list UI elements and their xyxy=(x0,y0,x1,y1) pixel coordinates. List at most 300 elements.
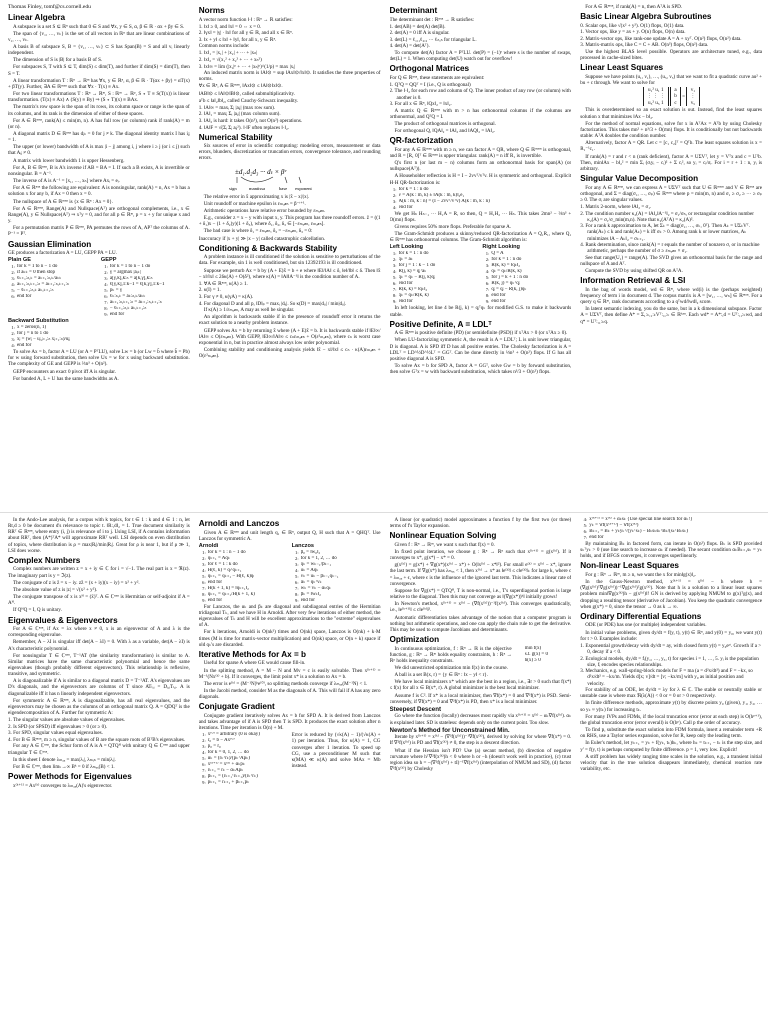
list-item: 1. ‖A‖∞ = maxᵢ Σⱼ |aᵢⱼ| (max row sum). xyxy=(198,104,276,111)
paragraph: x⁽ᵏ⁺¹⁾ = Ax⁽ᵏ⁾ converges to λₘₐₓ(A)'s eigenvector. xyxy=(13,782,113,789)
page2-column-3 xyxy=(390,517,572,1024)
paragraph: For A ∈ ℝᵐˣⁿ, if rank(A) = n, then AᵀA is SPD. xyxy=(585,4,683,10)
paragraph: A linear (or quadratic) model approximates a function f by the first two (or three) terms of f's Taylor expansion. xyxy=(389,517,572,530)
paragraph: In fixed point iteration, we choose g : ℝⁿ → ℝⁿ such that x⁽ᵏ⁺¹⁾ = g(x⁽ᵏ⁾). If it converges to x*, g(x*) − x* = 0. xyxy=(389,548,572,562)
paragraph: The dimension of S is |B| for a basis B of S. xyxy=(13,57,103,64)
paragraph: Unit roundoff or machine epsilon is εₘₐ𝒸ₕ = β⁻ᵗ⁺¹. xyxy=(203,200,306,207)
algorithm-line-text: qₖ = qₖ/R(k, k) xyxy=(398,293,429,299)
paragraph: Suppose for ∇g(x*) = QTQᴴ, T is non-normal, i.e., T's superdiagonal portion is large relative to the diagonal. Then this may not converge as ‖(∇g(x*))ᵏ‖ initially grows! xyxy=(389,587,572,601)
paragraph: We have local minimizers x* which are the best in a region, i.e., ∃r > 0 such that f(x*) ≤ f(x) for all x ∈ B(x*, r). A global minimizer is the best local minimizer. xyxy=(389,679,572,692)
line-number: 7: xyxy=(295,585,299,591)
line-number: 4: xyxy=(295,567,299,573)
svd-applications-list xyxy=(580,204,762,254)
exponent-label: exponent xyxy=(294,185,312,191)
paragraph: A Householder reflection is H = I − 2vvᵀ/vᵀv. H is symmetric and orthogonal. Explicit H·H QR-factorization is: xyxy=(389,173,572,186)
line-number: 5: xyxy=(295,573,299,579)
paragraph: Assume f is C². If x* is a local minimizer, then ∇f(x*) = 0 and ∇²f(x*) is PSD. Semi-conversely, if ∇f(x*) = 0 and ∇²f(x*) is PD, then x* is a local minimizer. xyxy=(389,692,572,705)
line-number: 4: xyxy=(202,567,206,573)
list-item: 3. Matrix-matrix ops, like C = C + AB. O(n³) flops, O(n²) data. xyxy=(580,42,709,49)
arnoldi-lanczos-algorithms xyxy=(199,543,381,604)
line-number: 7: xyxy=(485,287,490,293)
paragraph: For B ∈ ℂⁿˣⁿ, then limₖ→∞ Bᵏ = 0 if λₘₐₓ(B) < 1. xyxy=(13,763,115,770)
line-number: 2: xyxy=(392,192,397,198)
paragraph: For any A ∈ ℝᵐˣⁿ, we can express A = UΣVᵀ such that U ∈ ℝᵐˣᵐ and V ∈ ℝⁿˣⁿ are orthogonal, and Σ = diag(σ₁, …, σₚ) ∈ ℝᵐˣⁿ where p = min(m, n) and σ₁ ≥ σ₂ ≥ ··· ≥ σₚ ≥ 0. The σᵢ are singular values. xyxy=(580,184,762,203)
algorithm-heading: Arnoldi xyxy=(198,542,219,549)
gram-schmidt-algorithms xyxy=(390,244,572,305)
matrix-row: u₁² u₁ 1 xyxy=(648,86,664,93)
paragraph: In the bag of words model, wd ∈ ℝᵐ, where wd(i) is the (perhaps weighted) frequency of term i in document d. The corpus matrix is A = [w₁, …, wₙ] ∈ ℝᵐˣⁿ. For a query q ∈ ℝᵐ, rank documents according to a qᵀwd/‖wd‖₂ score. xyxy=(580,286,762,306)
algorithm-line xyxy=(292,598,381,604)
paragraph: By maintaining Bₖ in factored form, can iterate in O(n²) flops. Bₖ is SPD provided sₖᵀyₖ > 0 (use line search to increase αₖ if needed). The secant condition αₖBₖ₊₁sₖ = yₖ holds, and if BFGS converges, it converges superlinearly. xyxy=(580,541,762,560)
algorithm-line-text: for j = n to 1 do xyxy=(17,331,49,337)
bfgs-algorithm-tail xyxy=(580,517,762,541)
algorithm-line-text: γ = argmax |aᵢₖ| xyxy=(109,270,141,276)
list-item: 3. ‖x‖∞ = lim (|x₁|ᵖ + ··· + |xₙ|ᵖ)^(1/p) = max |xᵢ| xyxy=(198,63,296,70)
paragraph: For any A ∈ ℂⁿˣⁿ, the Schur form of A is A = QTQᴴ with unitary Q ∈ ℂⁿˣⁿ and upper triangular T ∈ ℂⁿˣⁿ. xyxy=(8,743,190,756)
algorithm-line-text: βₖ₊₁ = (rₖ₊₁ᵀrₖ₊₁)/(rₖᵀrₖ) xyxy=(207,774,258,780)
paragraph: The inverse of A is A⁻¹ = [x₁, …, xₙ] where Axᵢ = eᵢ. xyxy=(13,178,120,185)
line-number: 5: xyxy=(202,573,206,579)
line-number: 8: xyxy=(485,293,490,299)
section-title-blas: Basic Linear Algebra Subroutines xyxy=(580,12,712,22)
paragraph: Given A ∈ ℝⁿˣⁿ and unit length q₁ ∈ ℝⁿ, output Q, H such that A = QHQᵀ. Use Lanczos for symmetric A. xyxy=(198,529,381,542)
line-number: 8: xyxy=(104,306,108,312)
paragraph: An induced matrix norm is ‖A‖⊙ = sup ‖Ax‖⊙/‖x‖⊙. It satisfies the three properties of norms. xyxy=(198,70,381,83)
list-item: 3. ‖A‖₂ is hard: it takes O(n³), not O(n²) operations. xyxy=(198,117,303,124)
paragraph: A problem instance is ill conditioned if the solution is sensitive to perturbations of the data. For example, sin 1 is well conditioned, but sin 12392193 is ill conditioned. xyxy=(198,254,381,267)
backward-substitution-algorithm xyxy=(8,325,190,349)
paragraph: In Euler's method, let yₖ₊₁ = yₖ + f(yₖ, tₖ)hₖ, where hₖ = tₖ₊₁ − tₖ is the step size, and y' = f(y, t) is perhaps computed by finite difference. p = 1, very low. Explicit! xyxy=(580,740,762,753)
paragraph: To compute det(A) factor A = PᵀLU. det(P) = (−1)ˢ where s is the number of swaps, det(L) = 1. When computing det(U) watch out for overflow! xyxy=(389,49,572,62)
algorithm-line-text: qₖ = qₖ/R(k, k) xyxy=(491,269,522,275)
sign-label: sign xyxy=(228,185,237,191)
line-number: 5: xyxy=(104,288,108,294)
section-title-linear-least-squares: Linear Least Squares xyxy=(580,63,664,73)
common-norms-list xyxy=(199,50,381,69)
line-number: 1: xyxy=(11,264,15,270)
paragraph: For any A ∈ ℝᵐˣⁿ with m ≥ n, we can factor A = QR, where Q ∈ ℝᵐˣᵐ is orthogonal, and R = [R₁ 0]ᵀ ∈ ℝᵐˣⁿ is upper triangular. rank(A) = n iff R₁ is invertible. xyxy=(389,146,572,159)
paragraph: A stiff problem has widely ranging time scales in the solution, e.g., a transient initial velocity that in the true solution disappears immediately, chemical reaction rate variability, etc. xyxy=(580,753,762,773)
paragraph: For many IVPs and FDMs, if the local truncation error (error at each step) is O(hᵖ⁺¹), the global truncation error (error overall) is O(hᵖ). Call p the order of accuracy. xyxy=(580,713,762,726)
paragraph: A matrix with lower bandwidth 1 is upper Hessenberg. xyxy=(13,157,125,164)
page1-column-4 xyxy=(580,4,762,512)
paragraph: For stability of an ODE, let dy/dt = λy for λ ∈ ℂ. The stable or neutrally stable or unstable case is where max ℜ(λ(A)) < 0 or = 0 or > 0 respectively. xyxy=(580,687,762,700)
paragraph: For a permutation matrix P ∈ ℝⁿˣⁿ, PA permutes the rows of A, APᵀ the columns of A. P⁻¹ = Pᵀ. xyxy=(8,225,190,238)
section-title-information-retrieval: Information Retrieval & LSI xyxy=(580,276,686,286)
algorithm-line-text: end for xyxy=(398,204,413,210)
paragraph: GEPP encounters an exact 0 pivot iff A is singular. xyxy=(13,368,116,375)
algorithm-line-text: h(x) ≥ 0 xyxy=(524,657,541,663)
norm-properties-list xyxy=(199,24,381,43)
list-item: 2. ‖γx‖ = |γ| · ‖x‖ for all γ ∈ ℝ, and all x ∈ ℝⁿ. xyxy=(198,30,293,37)
line-number: 3: xyxy=(202,744,206,750)
algorithm-line-text: ℓₖ₊₁:ₙ,ₖ = aₖ₊₁:ₙ,ₖ/aₖₖ xyxy=(17,276,62,282)
algorithm-heading: Right Looking xyxy=(482,244,520,251)
algorithm-line-text: xⱼ = (wⱼ − uⱼ,ⱼ₊₁:ₙ xⱼ₊₁:ₙ)/uⱼⱼ xyxy=(17,337,71,343)
algorithm-heading: GEPP xyxy=(100,257,117,264)
algorithm-line-text: Q = A xyxy=(491,251,504,257)
algorithm-line xyxy=(390,205,572,211)
line-number: 1: xyxy=(202,732,206,738)
line-number: 1: xyxy=(392,186,397,192)
algorithm-line-text: yₖ = ∇f(x⁽ᵏ⁺¹⁾) − ∇f(x⁽ᵏ⁾) xyxy=(589,523,639,528)
section-title-gaussian-elimination: Gaussian Elimination xyxy=(8,239,92,249)
algorithm-line-text: aₖ₊₁:ₙ,ₖ₊₁:ₙ = aₖ₊₁:ₙ,ₖ₊₁:ₙ xyxy=(109,300,162,306)
line-number: 1: xyxy=(202,549,206,555)
section-title-eigenvalues: Eigenvalues & Eigenvectors xyxy=(8,615,118,625)
list-item: 4. ‖A‖F = √(Σᵢ Σⱼ aᵢⱼ²). ‖·‖F often replaces ‖·‖₂. xyxy=(198,124,290,131)
list-item: 4. For diagonal D and all p, ‖D‖ₚ = maxᵢ |dᵢᵢ|. So κ(D) = max|dᵢᵢ| / min|dᵢᵢ|. xyxy=(198,300,347,307)
paragraph: A linear transformation T : ℝⁿ → ℝᵐ has ∀x, y ∈ ℝⁿ, α, β ∈ ℝ · T(αx + βy) = αT(x) + βT(y). Further, ∃A ∈ ℝᵐˣⁿ such that ∀x · T(x) ≡ Ax. xyxy=(8,77,190,90)
algorithm-line-text: qⱼ = qⱼ − R(k, j)qₖ xyxy=(491,287,527,293)
page1-column-2 xyxy=(199,4,381,512)
paragraph: GE produces a factorization A = LU, GEPP PA = LU. xyxy=(8,250,117,256)
paragraph: The Gram-Schmidt produces a skinny/reduced QR-factorization A = Q₁R₁, where Q₁ ∈ ℝᵐˣⁿ has orthonormal columns. The Gram-Schmidt algorithm is: xyxy=(389,231,572,244)
cg-algorithm xyxy=(199,732,288,786)
paragraph: For A ∈ ℝᵐˣⁿ, rank(A) ≤ min(m, n). A has full row (or column) rank if rank(A) = m (or n). xyxy=(8,117,190,130)
paragraph: ODE (or PDE) has one (or multiple) independent variables. xyxy=(585,622,707,629)
algorithm-line-text: βₖ = ‖wₖ‖₂ xyxy=(300,591,321,597)
line-number: 4: xyxy=(583,517,588,522)
condition-properties-list xyxy=(199,281,381,307)
list-item: 1. The singular values are absolute values of eigenvalues. xyxy=(8,717,126,724)
algorithm-line-text: qₖ = wₖ₋₁/βₖ₋₁ xyxy=(300,561,332,567)
coefficient-vector xyxy=(670,87,681,107)
paragraph: The product of orthogonal matrices is orthogonal. xyxy=(394,120,496,127)
paragraph: g(x⁽ᵏ⁾) = g(x*) + ∇g(x*)(x⁽ᵏ⁾ − x*) + O(‖x⁽ᵏ⁾ − x*‖²). For small e⁽ᵏ⁾ = x⁽ᵏ⁾ − x*, ignore the last term. If ∇g(x*) has λₘₐₓ < 1, then x⁽ᵏ⁾ → x* as ‖e⁽ᵏ⁾‖ ≤ c‖e⁽ᵏ⁾‖ₖ for large k, where c = λₘₐₓ + ϵ, where ϵ is the influence of the ignored last term. This indicates a linear rate of convergence. xyxy=(389,562,572,587)
line-number: 7: xyxy=(202,585,206,591)
section-title-optimization: Optimization xyxy=(389,635,440,644)
paragraph: The determinant det : ℝⁿˣⁿ → ℝ satisfies: xyxy=(389,16,474,23)
algorithm-line-text: for ℓ = 1 : k do xyxy=(207,561,238,567)
algorithm-line-text: r₀ = b − Ax⁽⁰⁾ xyxy=(207,738,235,744)
section-title-svd: Singular Value Decomposition xyxy=(580,174,699,184)
algorithm-line-text: − ℓₖ₊₁:ₙ,ₖ aₖ,ₖ₊₁:ₙ xyxy=(17,288,54,294)
section-title-determinant: Determinant xyxy=(389,6,438,15)
algorithm-line-text: R(j, k) = qⱼᵀaₖ xyxy=(398,269,427,275)
householder-algorithm xyxy=(390,187,572,211)
paragraph: Conjugate gradient iteratively solves Ax = b for SPD A. It is derived from Lanczos and takes advantage of if A is SPD then T is SPD. It produces the exact solution after n iterations. Time per iteration is O(n) + M. xyxy=(198,712,381,732)
algorithm-line-text: end for xyxy=(491,299,506,305)
section-title-power-methods: Power Methods for Eigenvalues xyxy=(8,772,132,782)
matrix-row: c xyxy=(674,99,677,106)
paragraph: In the Ando-Lee analysis, for a corpus with k topics, for t ∈ 1 : k and d ∈ 1 : n, let Rt,d ≥ 0 be document d's relevance to topic t. ‖R:,d‖₂ = 1. True document similarity is RRᵀ ∈ ℝⁿˣⁿ, where entry (i, j) is relevance of i to j. Using LSI, if A contains information about RRᵀ, then (A*)ᵀA* will approximate RRᵀ well. LSI depends on even distribution of topics, where distribution is ρ = max|Rᵢ|/min|Rᵢ|. Great for ρ is near 1, but if ρ ≫ 1, LSI does worse. xyxy=(8,517,190,554)
algorithm-line-text: end for xyxy=(398,299,413,305)
line-number: 6: xyxy=(485,281,490,287)
list-item: 2. The condition number κ₂(A) = ‖A‖₂‖A⁻¹‖₂ = σ₁/σₙ, or rectangular condition number κ₂(A) = σ₁/σ_min(m,n). Note that κ₂(AᵀA) = κ₂(A)². xyxy=(580,210,754,223)
list-item: 2. ‖A‖₁ = maxⱼ Σᵢ |aᵢⱼ| (max column sum). xyxy=(198,111,281,118)
paragraph: GEPP solves Ax = b by returning x̂ where (A + E)x̂ = b. It is backwards stable if ‖E‖∞/‖A‖∞ ≤ O(εₘₐ𝒸ₕ). With GEPP, ‖E‖∞/‖A‖∞ ≤ cₙεₘₐ𝒸ₕ + O(ε²ₘₐ𝒸ₕ), where cₙ is worst case exponential in n, but in practice almost always low order polynomial. xyxy=(198,327,381,346)
algorithm-line-text: ℓ[γ,k],1:k−1 = ℓ[k,γ],1:k−1 xyxy=(109,282,165,288)
line-number: 6: xyxy=(392,281,397,287)
algorithm-line-text: end for xyxy=(207,597,223,603)
line-number: 3: xyxy=(11,337,15,343)
floating-point-diagram xyxy=(215,163,365,193)
float-format-label: ±d₁.d₂d₃ ··· dₜ × βᵉ xyxy=(234,167,286,176)
algorithm-line xyxy=(199,780,288,786)
base-label: base xyxy=(278,185,287,191)
algorithm-heading: Lanczos xyxy=(291,542,315,549)
algorithm-line-text: end for xyxy=(589,535,604,540)
section-title-qr: QR-factorization xyxy=(389,136,454,146)
paragraph: For two linear transformations T : ℝⁿ → ℝᵐ, S : ℝᵐ → ℝᵖ, S ∘ T ≡ S(T(x)) is linear transformation. (T(x) ≡ Ax) ∧ (S(y) ≡ By) ⇒ (S ∘ T)(x) ≡ BAx. xyxy=(8,91,190,104)
line-number: 3: xyxy=(11,276,15,282)
algorithm-line-text: H(ℓ, k) = qₗᵀq̃ₖ₊₁ xyxy=(207,567,242,573)
line-number: 9: xyxy=(202,597,206,603)
matrix-norms-list xyxy=(199,105,381,131)
line-number: 9: xyxy=(295,597,299,603)
paragraph: For A ∈ ℝⁿˣⁿ the following are equivalent: A is nonsingular, rank(A) = n, Ax = b has a solution x for any b, if Ax = 0 then x = 0. xyxy=(8,185,190,198)
rhs-vector xyxy=(686,87,699,107)
matrix-row: ⋮ xyxy=(690,93,696,100)
paragraph: For nonsingular T ∈ ℂⁿˣⁿ, T⁻¹AT (the similarity transformation) is similar to A. Similar matrices have the same characteristic polynomial and hence the same eigenvalues (though probably different eigenvectors). This relationship is reflexive, transitive, and symmetric. xyxy=(8,652,190,678)
algorithm-line-text: for k = 1 : n do xyxy=(398,251,429,257)
list-item: 2. κ(I) = 1. xyxy=(198,287,221,294)
paragraph: Alternatively, factor A = QR. Let c = [c₁ c₂]ᵀ = Qᵀb. The least squares solution is x = R₁⁻¹c₁. xyxy=(580,140,762,153)
algorithm-line-text: ℓₖ:ₙ,ₖ = aₖ:ₙ,ₖ/aₖₖ xyxy=(109,294,146,300)
algorithm-line-text: αₖ = (rₖᵀrₖ)/(pₖᵀApₖ) xyxy=(207,756,250,762)
list-item: 1. QᵀQ = QQᵀ = I (i.e., Q is orthogonal) xyxy=(389,81,471,88)
paragraph: A diagonal matrix D ∈ ℝⁿˣⁿ has dⱼₖ = 0 for j ≠ k. The diagonal identity matrix I has iⱼⱼ = 1. xyxy=(8,131,190,144)
list-item: 3. For a rank k approximation to A, let Σₖ = diag(σ₁, …, σₖ, 0ᵀ). Then Aₖ = UΣₖVᵀ. rank(Aₖ) ≤ k and rank(Aₖ) = k iff σₖ > 0. Among rank k or lower matrices, Aₖ minimizes ‖A − Aₖ‖₂ = σₖ₊₁. xyxy=(580,223,750,242)
algorithm-line xyxy=(516,658,572,664)
algorithm-heading: Left Looking xyxy=(389,244,424,251)
cg-error-note: Error is reduced by (√κ(A) − 1)/(√κ(A) + 1) per iteration. Thus, for κ(A) = 1, CG converges after 1 iteration. To speed up CG, use a preconditioner M such that κ(MA) ≪ κ(A) and solve MAx = Mb instead. xyxy=(291,732,381,770)
algorithm-line-text: qₖ = qₖ − R(j, k)qⱼ xyxy=(398,275,435,281)
line-number: 4: xyxy=(104,282,108,288)
gepp-algorithm xyxy=(101,264,190,318)
cg-block xyxy=(199,732,381,786)
list-item: 3. Mechanics, e.g. wall-spring-block models for F = ma (a = d²x/dt²) and F = −kx, so d²x/dt² = −kx/m. Yields d[x; v]/dt = [v; −kx/m] with y₀ as initial position and velocity. xyxy=(580,668,753,687)
determinant-properties-list xyxy=(390,24,572,50)
left-looking-algorithm xyxy=(390,251,479,305)
paragraph: In the Jacobi method, consider M as the diagonals of A. This will fail if A has any zero diagonals. xyxy=(198,688,381,701)
line-number: 2: xyxy=(11,270,15,276)
paragraph: To find p, substitute the exact solution into FDM formula, insert a remainder term +R on RHS, use a Taylor series expansion, solve for R, keep only the leading term. xyxy=(580,727,762,740)
paragraph: For A ∈ ℝᵐˣⁿ, Range(A) and Nullspace(Aᵀ) are orthogonal complements, i.e., x ∈ Range(A), y ∈ Nullspace(Aᵀ) ⇒ xᵀy = 0, and for all p ∈ ℝᵐ, p = x + y for unique x and y. xyxy=(8,205,190,225)
line-number: 4: xyxy=(202,750,206,756)
algorithm-line-text: for k = 1 to n − 1 do xyxy=(109,264,151,270)
right-looking-algorithm xyxy=(482,251,571,305)
algorithm-line-text: q̃ₖ₊₁ = q̃ₖ₊₁ − H(ℓ, k)qₗ xyxy=(207,573,255,579)
paragraph: In this sheet I denote λₘₐₓ = max|λᵢ|, λₘᵢₙ = min|λᵢ|. xyxy=(13,756,116,763)
line-number: 2: xyxy=(485,257,490,263)
matrix-row: u₅² u₅ 1 xyxy=(648,99,664,106)
line-number: 3: xyxy=(485,263,490,269)
algorithm-line-text: end for xyxy=(207,579,223,585)
paragraph: A subspace is a set S ⊆ ℝⁿ such that 0 ∈ S and ∀x, y ∈ S, α, β ∈ ℝ · αx + βy ∈ S. xyxy=(13,23,185,30)
algorithm-line-text: qₖ₊₁ = q̃ₖ₊₁/H(k + 1, k) xyxy=(207,591,255,597)
line-number: 4: xyxy=(392,269,397,275)
paragraph: A basis B of subspace S, B = {v₁, …, vₖ} ⊂ S has Span(B) = S and all vᵢ linearly independent. xyxy=(8,43,190,57)
algorithm-line-text: for k = 1 to n − 1 do xyxy=(17,264,58,270)
paragraph: Use the highest BLAS level possible. Operators are architecture tuned, e.g., data processed in cache-sized bites. xyxy=(580,48,762,61)
paragraph: The span of {v₁, …, vₖ} is the set of all vectors in ℝⁿ that are linear combinations of v₁, …, vₖ. xyxy=(8,30,190,43)
page1-column-1 xyxy=(8,4,190,512)
section-title-orthogonal: Orthogonal Matrices xyxy=(389,64,470,74)
paragraph: If κ(A) ≥ 1/εₘₐ𝒸ₕ, A may as well be singular. xyxy=(203,307,295,314)
line-number xyxy=(516,658,523,664)
paragraph: For symmetric A ∈ ℝⁿˣⁿ, A is diagonalizable, has all real eigenvalues, and the eigenvectors may be chosen as the columns of an orthogonal matrix Q. A = QDQᵀ is the eigendecomposition of A. Further for symmetric A: xyxy=(8,697,190,717)
algorithm-line-text: for k = 0, 1, 2, … do xyxy=(207,750,249,756)
line-number: 9: xyxy=(202,780,206,786)
list-item: 3. For γ ≠ 0, κ(γA) = κ(A). xyxy=(198,293,254,300)
paragraph: In latent semantic indexing, you do the same, but in a k dimensional subspace. Factor A = UΣVᵀ, then define A* = Σ₁:ₖ,₁:ₖVᵀ:,₁:ₖ ∈ ℝᵏˣⁿ. Each wd* = A*:,d = Uᵀ:,₁:ₖwd, and q* = Uᵀ:,₁:ₖq. xyxy=(580,306,762,325)
list-item: 2. ‖x‖₂ = √(x₁² + x₂² + ··· + xₙ²) xyxy=(198,57,262,63)
line-number: 6: xyxy=(202,762,206,768)
paragraph: A vector norm function ‖·‖ : ℝⁿ → ℝ satisfies: xyxy=(198,16,293,23)
list-item: 3. det(L) = ℓ₁,₁ℓ₂,₂ ··· ℓₙ,ₙ for triangular L. xyxy=(389,36,477,43)
algorithm-line-text: αₖ = qₖᵀvₖ xyxy=(300,579,322,585)
list-item: 1. Exponential growth/decay with dy/dt = ay, with closed form y(t) = y₀eᵃᵗ. Growth if a > 0, decay if a < 0. xyxy=(580,642,762,656)
paragraph: An algorithm is backwards stable if in the presence of roundoff error it returns the exact solution to a nearby problem instance. xyxy=(198,314,381,327)
algorithm-line-text: end for xyxy=(17,343,32,349)
list-item: 3. For all x ∈ ℝⁿ, ‖Qx‖₂ = ‖x‖₂. xyxy=(389,101,452,108)
line-number: 1: xyxy=(485,251,490,257)
line-number: 2: xyxy=(295,555,299,561)
paragraph: ‖AB‖⊙ ≤ ‖A‖⊙‖B‖⊙, called submultiplicativity. xyxy=(198,90,296,97)
paragraph: Six sources of error in scientific computing: modeling errors, measurement or data errors, blunders, discretization or truncation errors, convergence tolerance, and rounding errors. xyxy=(198,143,381,162)
line-number: 5: xyxy=(583,523,588,528)
page2-column-4 xyxy=(580,517,762,1024)
algorithm-line-text: − ℓₖ₊₁:ₙ,ₖ aₖ,ₖ₊₁:ₙ xyxy=(109,306,147,312)
line-number: 6: xyxy=(295,579,299,585)
section-title-odes: Ordinary Differential Equations xyxy=(580,611,702,621)
matrix-row: b xyxy=(674,93,677,100)
paragraph: ∀x ∈ ℝⁿ, A ∈ ℝᵐˣⁿ, ‖Ax‖⊙ ≤ ‖A‖⊙‖x‖⊙. xyxy=(198,83,283,90)
algorithm-line-text: x = zeros(n, 1) xyxy=(17,325,47,331)
ode-examples-list xyxy=(580,643,762,687)
paragraph: To solve Ax = b for SPD A, factor A = GGᵀ, solve Gw = b by forward substitution, then solve Gᵀx = w with backward substitution, which takes n³/3 + O(n²) flops. xyxy=(389,363,572,376)
algorithm-line-text: A(k : m, k : n) = (I − 2vvᵀ/vᵀv) A(k : m, k : n) xyxy=(398,198,490,204)
annotation-lines xyxy=(237,177,301,183)
paragraph: The absolute value of z is |z| = √(x² + y²). xyxy=(13,586,98,593)
line-number: 9: xyxy=(104,312,108,318)
list-item: 4. For B ∈ ℝᵐˣⁿ, m ≥ n, singular values of B are the square roots of BᵀB's eigenvalues. xyxy=(8,736,186,743)
algorithm-line-text: for k = 1 : n do xyxy=(491,257,522,263)
algorithm-heading: Backward Substitution xyxy=(8,318,69,325)
line-number: 6: xyxy=(202,579,206,585)
paragraph: The bad case is where δ₁ = εₘₐ𝒸ₕ, δ₂ = −εₘₐ𝒸ₕ, δ₃ = 0: xyxy=(203,228,313,235)
algorithm-line-text: min f(x) xyxy=(524,645,542,651)
algorithm-line-text: v = A(k : m, k) ± ‖A(k : m, k)‖₂e₁ xyxy=(398,192,465,198)
algorithm-line-text: R(k, k) = ‖qₖ‖₂ xyxy=(398,287,428,293)
algorithm-line-text: uₖ = Aqₖ xyxy=(300,567,319,573)
line-number: 2: xyxy=(202,738,206,744)
list-item: 1. Matrix 2-norm, where ‖A‖₂ = σ₁. xyxy=(580,204,652,210)
algorithm-line-text: R(k, j) = qₖᵀqⱼ xyxy=(491,281,520,287)
list-item: 1. Vector ops, like y = ax + y. O(n) flops, O(n) data. xyxy=(580,29,686,36)
paragraph: Iterate by x⁽ᵏ⁺¹⁾ = x⁽ᵏ⁾ − (∇²f(x⁽ᵏ⁾))⁻¹∇f(x⁽ᵏ⁾), derived by solving for where ∇f(x*) = 0. If ∇²f(x⁽ᵏ⁾) is PD and ∇f(x⁽ᵏ⁾) ≠ 0, the step is a descent direction. xyxy=(389,734,572,747)
list-item: 3. For SPD, singular values equal eigenvalues. xyxy=(8,730,103,737)
line-number: 1: xyxy=(104,264,108,270)
paragraph: Compute the SVD by using shifted QR on AᵀA. xyxy=(585,268,683,275)
algorithm-line-text: p₀ = r₀ xyxy=(207,744,221,750)
algorithm-line xyxy=(199,598,288,604)
design-matrix xyxy=(643,87,669,107)
list-item: 2. det(A) = 0 iff A is singular. xyxy=(389,30,450,37)
section-title-complex-numbers: Complex Numbers xyxy=(8,555,81,565)
algorithm-line-text: end for xyxy=(17,294,32,300)
paragraph: A matrix Q ∈ ℝᵐˣⁿ with m > n has orthonormal columns if the columns are orthonormal, and QᵀQ = I. xyxy=(389,107,572,120)
paragraph: For banded A, L + U has the same bandwidths as A. xyxy=(13,375,119,382)
algorithm-line xyxy=(101,312,190,318)
line-number: 2: xyxy=(202,555,206,561)
section-title-norms: Norms xyxy=(198,6,225,15)
line-number: 5: xyxy=(485,275,490,281)
paragraph: E.g., consider z = x − y with input x, y. This program has three roundoff errors. ẑ = ((1 + δ₁)x − (1 + δ₂)y)(1 + δ₃), where δ₁, δ₂, δ₃ ∈ [−εₘₐ𝒸ₕ, εₘₐ𝒸ₕ]. xyxy=(198,215,381,228)
line-number: 5: xyxy=(202,756,206,762)
algorithm-line-text: pₖ₊₁ = rₖ₊₁ + βₖ₊₁pₖ xyxy=(207,780,250,786)
algorithm-line-text: wₖ = vₖ − αₖqₖ xyxy=(300,585,332,591)
line-number: 8: xyxy=(202,774,206,780)
section-title-iterative-methods: Iterative Methods for Ax = b xyxy=(198,649,307,659)
algorithm-line-text: R(k, k) = ‖qₖ‖₂ xyxy=(491,263,521,269)
paragraph: Given f : ℝⁿ → ℝᵐ, we want x such that f(x) = 0. xyxy=(394,541,495,548)
optimization-program xyxy=(516,646,572,664)
algorithm-line-text: end for xyxy=(109,312,125,318)
line-number: 3: xyxy=(202,561,206,567)
list-item: 2. Matrix-vector ops, like rank-one update A = A + xyᵀ. O(n²) flops, O(n²) data. xyxy=(580,35,742,42)
mantissa-label: mantissa xyxy=(248,185,265,191)
algorithm-line-text: H(k + 1, k) = ‖q̃ₖ₊₁‖₂ xyxy=(207,585,249,591)
section-title-steepest-descent: Steepest Descent xyxy=(389,705,442,713)
algorithm-line-text: end for xyxy=(398,281,413,287)
line-number: 5: xyxy=(392,275,397,281)
line-number: 8: xyxy=(295,591,299,597)
paragraph: Complex numbers are written z = x + iy ∈ ℂ for i = √−1. The real part is x = ℜ(z). The imaginary part is y = ℑ(z). xyxy=(8,566,190,579)
matrix-row: v₅ xyxy=(690,99,696,106)
line-number: 1: xyxy=(295,549,299,555)
paragraph: If rank(A) = r and r < n (rank deficient), factor A = UΣVᵀ, let y = Vᵀx and c = Uᵀb. Then, min‖Ax − b‖₂² = min Σᵢ (σᵢyᵢ − cᵢ)² + Σ cᵢ², so yᵢ = cᵢ/σᵢ. For i = r + 1 : n, yᵢ is arbitrary. xyxy=(580,153,762,172)
paragraph: Automatic differentiation takes advantage of the notion that a computer program is nothing but arithmetic operations, and one can apply the chain rule to get the derivative. This may be used to compute Jacobians and determinants. xyxy=(389,614,572,633)
paragraph: In the Gauss-Newton method, x⁽ᵏ⁺¹⁾ = x⁽ᵏ⁾ − h where h = (∇g(x⁽ᵏ⁾)ᵀ∇g(x⁽ᵏ⁾))⁻¹∇g(x⁽ᵏ⁾)ᵀg(x⁽ᵏ⁾). Note that h is a solution to a linear least squares problem min‖∇g(x⁽ᵏ⁾)h − g(x⁽ᵏ⁾)‖! GN is derived by applying NMUM to g(x)ᵀg(x), and dropping a resulting tensor (derivative of Jacobian). You keep the quadratic convergence when g(x*) = 0, since the tensor → 0 as k → ∞. xyxy=(580,579,762,610)
paragraph: For g : ℝⁿ → ℝᵐ, m ≥ n, we want the x for min‖g(x)‖₂. xyxy=(585,571,697,578)
algorithm-line-text: qₖ = aₖ xyxy=(398,257,413,263)
line-number: 1: xyxy=(392,251,397,257)
line-number: 9: xyxy=(392,299,397,305)
blas-levels-list xyxy=(580,23,762,49)
algorithm-line-text: β₀ = ‖w₀‖₂ xyxy=(300,549,321,555)
paragraph: If QᴴQ = I, Q is unitary. xyxy=(13,607,62,614)
symmetric-properties-list xyxy=(8,717,190,743)
paragraph: In the splitting method, A = M − N and Mv = c is easily solvable. Then x⁽ᵏ⁺¹⁾ = M⁻¹(Nx⁽ᵏ⁾ + b). If it converges, the limit point x* is a solution to Ax = b. xyxy=(198,667,381,680)
cheatsheet-page-2 xyxy=(0,512,768,1024)
paragraph: A ball is a set B(x, r) = {y ∈ ℝⁿ : ‖x − y‖ < r}. xyxy=(394,672,489,679)
matrix-row: a xyxy=(674,86,677,93)
paragraph: For A ∈ ℂⁿˣⁿ, if Ax = λx where x ≠ 0, x is an eigenvector of A and λ is the corresponding eigenvalue. xyxy=(8,626,190,639)
plain-ge-algorithm xyxy=(8,264,97,300)
paragraph: For subspaces S, T with S ⊆ T, dim(S) ≤ dim(T), and further if dim(S) = dim(T), then S = T. xyxy=(8,64,190,77)
algorithm-line-text: vₖ = uₖ − βₖ₋₁qₖ₋₁ xyxy=(300,573,339,579)
ge-algorithms xyxy=(8,257,190,318)
algorithm-line-text: end for xyxy=(491,293,506,299)
least-squares-system: u₁² u₁ 1 ⋮ ⋮ ⋮ u₅² u₅ 1 a b c = v₁ ⋮ v₅ xyxy=(580,87,762,107)
algorithm-line-text: s.t. g(x) = 0 xyxy=(524,651,548,657)
paragraph: The conjugate transpose of x is xᴴ = (x̄)ᵀ. A ∈ ℂⁿˣⁿ is Hermitian or self-adjoint if A = Aᴴ. xyxy=(8,594,190,607)
algorithm-line xyxy=(8,294,97,300)
author-line: Thomas Finley, tomf@cs.cornell.edu xyxy=(8,4,91,10)
page2-column-1 xyxy=(8,517,190,1024)
list-item: 1. ‖x‖ ≥ 0, and ‖x‖ = 0 ⇔ x = 0. xyxy=(198,23,262,30)
paragraph: For Q ∈ ℝⁿˣⁿ, these statements are equivalent: xyxy=(389,74,485,81)
algorithm-line-text: for j = 1 : k − 1 do xyxy=(398,263,436,269)
paragraph: The matrix's row space is the span of its rows, its column space or range is the span of its columns, and its rank is the dimension of either of these spaces. xyxy=(8,104,190,117)
algorithm-line-text: aₖ₊₁:ₙ,ₖ₊₁:ₙ = aₖ₊₁:ₙ,ₖ₊₁:ₙ xyxy=(17,282,69,288)
matrix-row: ⋮ ⋮ ⋮ xyxy=(646,93,665,100)
paragraph: Givens requires 50% more flops. Preferable for sparse A. xyxy=(394,223,512,230)
paragraph: See that range(U₁) = range(A). The SVD gives an orthonormal basis for the range and nullspace of A and Aᵀ. xyxy=(580,254,762,267)
